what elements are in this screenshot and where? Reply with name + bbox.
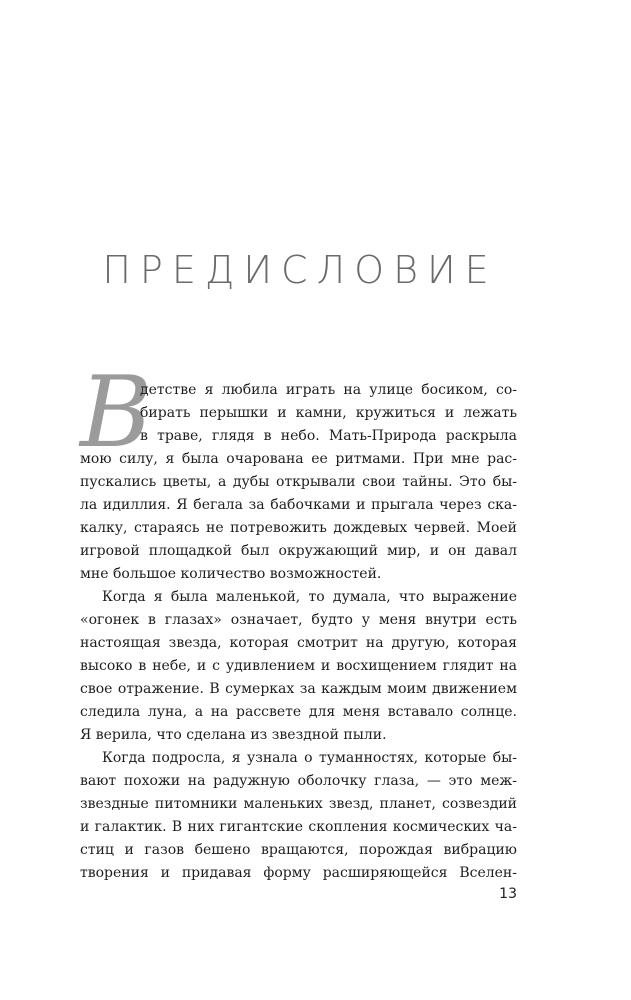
text-line: мою силу, я была очарована ее ритмами. При мне рас- [80,451,517,467]
text-line: в траве, глядя в небо. Мать-Природа раскрыла [140,428,517,444]
text-line: бирать перышки и камни, кружиться и лежать [140,405,517,421]
text-line: стиц и газов бешено вращаются, порождая вибрацию [80,842,517,858]
chapter-title: ПРЕДИСЛОВИЕ [102,248,498,292]
text-line: калку, стараясь не потревожить дождевых червей. Моей [80,520,517,536]
text-line: высоко в небе, и с удивлением и восхищением глядит на [80,658,517,674]
text-line: настоящая звезда, которая смотрит на другую, которая [80,635,517,651]
text-line: свое отражение. В сумерках за каждым моим движением [80,681,517,697]
page-number: 13 [499,886,517,902]
text-line: Когда подросла, я узнала о туманностях, которые бы- [102,750,517,766]
text-line: и галактик. В них гигантские скопления космических ча- [80,819,517,835]
text-line: игровой площадкой был окружающий мир, и он давал [80,543,517,559]
text-line: мне большое количество возможностей. [80,566,382,582]
text-line: пускались цветы, а дубы открывали свои тайны. Это бы- [80,474,517,490]
text-line: следила луна, а на рассвете для меня вставало солнце. [80,704,517,720]
text-line: «огонек в глазах» означает, будто у меня внутри есть [80,612,517,628]
text-line: вают похожи на радужную оболочку глаза, — это меж- [80,773,517,789]
text-line: творения и придавая форму расширяющейся Вселен- [80,865,517,881]
text-line: Я верила, что сделана из звездной пыли. [80,727,387,743]
text-line: ла идиллия. Я бегала за бабочками и прыгала через ска- [80,497,517,513]
text-line: детстве я любила играть на улице босиком, со- [140,382,517,398]
text-line: Когда я была маленькой, то думала, что выражение [102,589,517,605]
drop-cap: В [80,356,153,470]
text-line: звездные питомники маленьких звезд, планет, созвездий [80,796,517,812]
